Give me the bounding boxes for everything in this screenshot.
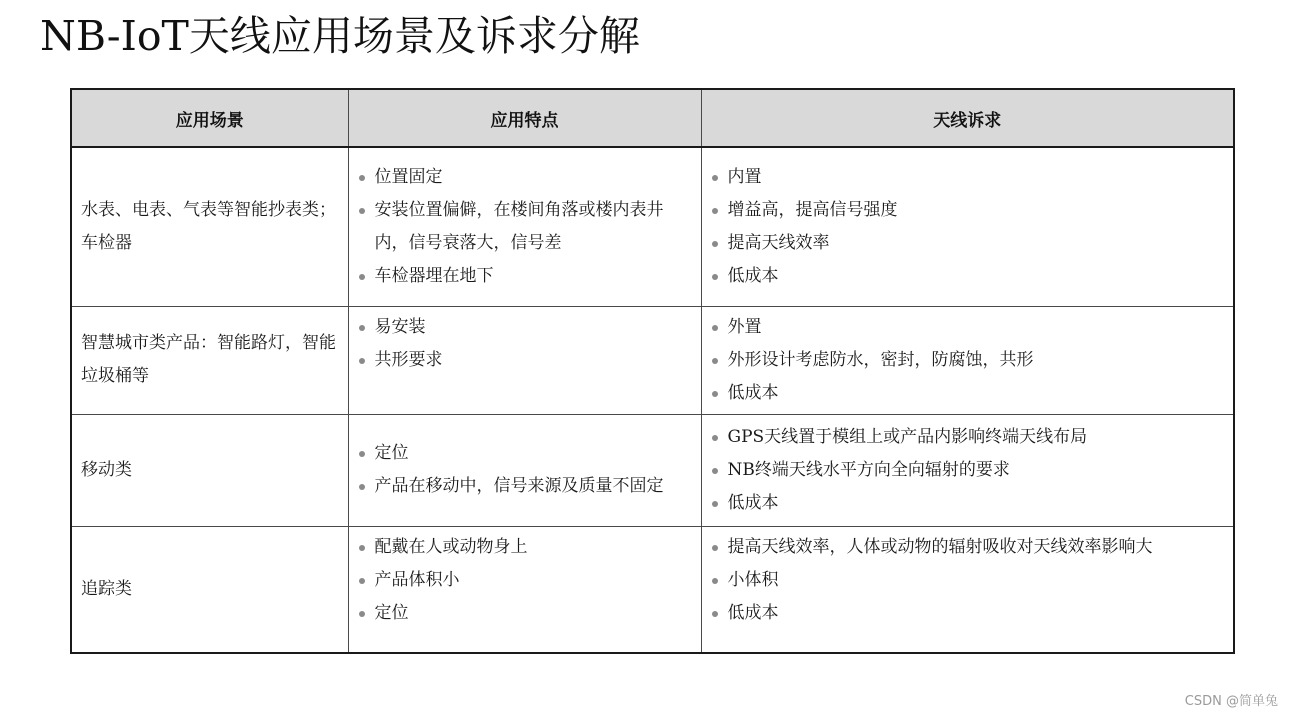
features-list — [349, 307, 701, 381]
list-item — [711, 597, 1228, 630]
list-item — [711, 344, 1228, 377]
list-item-text: 产品体积小 — [374, 569, 460, 590]
bullet-icon — [712, 241, 718, 247]
watermark: CSDN @简单兔 — [1184, 694, 1278, 709]
bullet-icon — [359, 484, 365, 490]
bullet-icon — [712, 274, 718, 280]
list-item-text: 低成本 — [727, 382, 779, 403]
bullet-icon — [712, 501, 718, 507]
scenario-cell: 追踪类 — [71, 526, 348, 653]
list-item — [711, 377, 1228, 410]
list-item — [711, 487, 1228, 520]
list-item — [358, 597, 695, 630]
bullet-icon — [359, 578, 365, 584]
list-item-text: 小体积 — [727, 569, 779, 590]
list-item — [358, 470, 695, 503]
requirements-cell — [701, 147, 1234, 306]
bullet-icon — [712, 325, 718, 331]
header-features: 应用特点 — [348, 89, 701, 147]
list-item-text: 低成本 — [727, 265, 779, 286]
table-row — [71, 147, 1234, 306]
list-item — [358, 437, 695, 470]
bullet-icon — [712, 435, 718, 441]
requirements-list — [702, 157, 1234, 297]
features-cell — [348, 414, 701, 526]
scenario-cell: 水表、电表、气表等智能抄表类；车检器 — [71, 147, 348, 306]
page-title: NB-IoT天线应用场景及诉求分解 — [40, 12, 640, 60]
bullet-icon — [359, 611, 365, 617]
list-item — [711, 260, 1228, 293]
requirements-list — [702, 527, 1234, 634]
list-item-text: 定位 — [374, 443, 409, 463]
scenario-cell: 移动类 — [71, 414, 348, 526]
list-item-text: 定位 — [374, 602, 409, 623]
list-item — [358, 161, 695, 194]
scenario-cell: 智慧城市类产品：智能路灯，智能垃圾桶等 — [71, 306, 348, 414]
list-item-text: 位置固定 — [374, 166, 443, 187]
bullet-icon — [712, 611, 718, 617]
table-header-row — [71, 89, 1234, 147]
bullet-icon — [712, 175, 718, 181]
list-item — [711, 531, 1228, 564]
list-item — [711, 311, 1228, 344]
bullet-icon — [712, 578, 718, 584]
list-item-text: 产品在移动中，信号来源及质量不固定 — [374, 476, 664, 496]
list-item-text: NB终端天线水平方向全向辐射的要求 — [727, 459, 1010, 480]
list-item — [358, 194, 695, 260]
list-item — [358, 564, 695, 597]
bullet-icon — [359, 358, 365, 364]
bullet-icon — [359, 208, 365, 214]
list-item — [711, 421, 1228, 454]
list-item — [358, 344, 695, 377]
features-list — [349, 433, 701, 507]
list-item-text: 提高天线效率，人体或动物的辐射吸收对天线效率影响大 — [727, 536, 1153, 557]
list-item-text: 低成本 — [727, 492, 779, 513]
bullet-icon — [359, 175, 365, 181]
scenario-table — [70, 88, 1235, 654]
bullet-icon — [712, 545, 718, 551]
bullet-icon — [712, 391, 718, 397]
features-cell — [348, 526, 701, 653]
list-item-text: 增益高，提高信号强度 — [727, 199, 898, 220]
list-item — [711, 454, 1228, 487]
list-item — [358, 311, 695, 344]
features-cell — [348, 147, 701, 306]
bullet-icon — [712, 208, 718, 214]
bullet-icon — [712, 468, 718, 474]
list-item — [711, 161, 1228, 194]
list-item — [358, 260, 695, 293]
requirements-list — [702, 307, 1234, 414]
bullet-icon — [359, 545, 365, 551]
requirements-cell — [701, 414, 1234, 526]
list-item-text: 车检器埋在地下 — [374, 265, 494, 286]
list-item-text: 共形要求 — [374, 349, 443, 370]
features-cell — [348, 306, 701, 414]
table-row — [71, 526, 1234, 653]
requirements-cell — [701, 306, 1234, 414]
bullet-icon — [359, 325, 365, 331]
table-row — [71, 414, 1234, 526]
requirements-cell — [701, 526, 1234, 653]
list-item-text: 低成本 — [727, 602, 779, 623]
header-requirements: 天线诉求 — [701, 89, 1234, 147]
list-item-text: 外形设计考虑防水，密封，防腐蚀，共形 — [727, 349, 1034, 370]
list-item — [711, 227, 1228, 260]
list-item-text: 安装位置偏僻，在楼间角落或楼内表井内，信号衰落大，信号差 — [374, 199, 664, 253]
features-list — [349, 527, 701, 634]
bullet-icon — [359, 274, 365, 280]
list-item — [711, 194, 1228, 227]
list-item-text: 易安装 — [374, 316, 426, 337]
table-row — [71, 306, 1234, 414]
features-list — [349, 157, 701, 297]
bullet-icon — [712, 358, 718, 364]
list-item-text: 外置 — [727, 316, 762, 337]
list-item-text: 内置 — [727, 166, 762, 187]
list-item — [358, 531, 695, 564]
list-item — [711, 564, 1228, 597]
list-item-text: 提高天线效率 — [727, 232, 830, 253]
header-scenario: 应用场景 — [71, 89, 348, 147]
bullet-icon — [359, 451, 365, 457]
requirements-list — [702, 417, 1234, 524]
list-item-text: 配戴在人或动物身上 — [374, 536, 528, 557]
list-item-text: GPS天线置于模组上或产品内影响终端天线布局 — [727, 426, 1088, 447]
